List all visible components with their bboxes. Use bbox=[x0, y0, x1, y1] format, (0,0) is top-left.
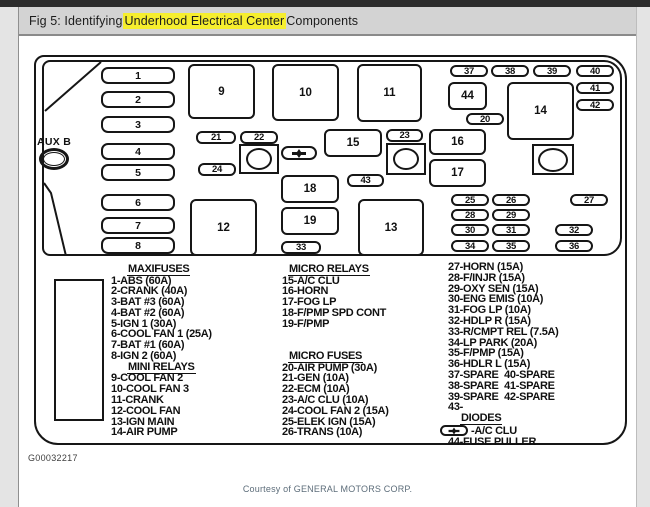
legend-item: 4-BAT #2 (60A) bbox=[111, 306, 185, 319]
legend-item: 10-COOL FAN 3 bbox=[111, 383, 189, 396]
relay-socket-hole bbox=[538, 148, 568, 172]
figure-code: G00032217 bbox=[28, 453, 78, 463]
legend-item: 1-ABS (60A) bbox=[111, 274, 172, 287]
legend-column-3 bbox=[448, 262, 618, 447]
fuse-slot-9: 9 bbox=[188, 64, 255, 119]
legend-item: 16-HORN bbox=[282, 285, 329, 298]
legend-item: 30-ENG EMIS (10A) bbox=[448, 293, 544, 306]
aux-b-label: AUX B bbox=[37, 136, 72, 148]
fuse-slot-21: 21 bbox=[196, 131, 236, 144]
legend-item: 11-CRANK bbox=[111, 393, 164, 406]
aux-b-terminal bbox=[39, 148, 69, 170]
legend-heading bbox=[282, 264, 442, 276]
legend-heading bbox=[111, 264, 271, 276]
legend-item: 3-BAT #3 (60A) bbox=[111, 296, 185, 309]
legend-item: 39-SPARE 42-SPARE bbox=[448, 390, 555, 403]
fuse-slot-15: 15 bbox=[324, 129, 382, 157]
diode-glyph-icon bbox=[447, 427, 461, 435]
legend-item: 6-COOL FAN 1 (25A) bbox=[111, 328, 212, 341]
legend-item-text: -A/C CLU bbox=[471, 424, 517, 437]
legend-item: 33-R/CMPT REL (7.5A) bbox=[448, 325, 559, 338]
legend-item: 19-F/PMP bbox=[282, 317, 330, 330]
caption-text-suffix: Components bbox=[286, 13, 359, 28]
fuse-slot-34: 34 bbox=[451, 240, 489, 252]
fuse-slot-10: 10 bbox=[272, 64, 339, 121]
legend-item: 7-BAT #1 (60A) bbox=[111, 339, 185, 352]
fuse-slot-17: 17 bbox=[429, 159, 486, 187]
fuse-slot-14: 14 bbox=[507, 82, 574, 140]
fuse-slot-37: 37 bbox=[450, 65, 488, 77]
legend-item: 14-AIR PUMP bbox=[111, 426, 178, 439]
legend-item: 31-FOG LP (10A) bbox=[448, 304, 531, 317]
relay-socket-hole bbox=[246, 148, 272, 170]
legend-item: 32-HDLP R (15A) bbox=[448, 314, 531, 327]
fuse-slot-41: 41 bbox=[576, 82, 614, 94]
legend-heading-text: MAXIFUSES bbox=[128, 263, 190, 275]
diode-symbol bbox=[281, 146, 317, 160]
legend-item: 44-FUSE PULLER bbox=[448, 435, 537, 448]
fuse-slot-6: 6 bbox=[101, 194, 175, 211]
legend-item: 21-GEN (10A) bbox=[282, 372, 349, 385]
caption-text-prefix: Fig 5: Identifying bbox=[29, 13, 123, 28]
legend-item: 36-HDLR L (15A) bbox=[448, 358, 531, 371]
legend-item: 5-IGN 1 (30A) bbox=[111, 317, 177, 330]
legend-item: 35-F/PMP (15A) bbox=[448, 347, 524, 360]
legend-item: 8-IGN 2 (60A) bbox=[111, 350, 177, 363]
relay-socket bbox=[532, 144, 574, 175]
fuse-slot-28: 28 bbox=[451, 209, 489, 221]
fuse-slot-42: 42 bbox=[576, 99, 614, 111]
legend-item: 22-ECM (10A) bbox=[282, 383, 350, 396]
fuse-slot-1: 1 bbox=[101, 67, 175, 84]
diode-glyph-icon bbox=[290, 149, 308, 158]
fuse-slot-40: 40 bbox=[576, 65, 614, 77]
legend-spacer bbox=[282, 329, 442, 340]
legend-diode-item bbox=[448, 425, 618, 437]
fuse-slot-19: 19 bbox=[281, 207, 339, 235]
aux-b-terminal-inner-ring bbox=[43, 152, 65, 166]
legend-heading-text: DIODES bbox=[461, 412, 502, 425]
fuse-slot-4: 4 bbox=[101, 143, 175, 160]
fuse-slot-39: 39 bbox=[533, 65, 571, 77]
fuse-slot-13: 13 bbox=[358, 199, 424, 256]
fuse-slot-2: 2 bbox=[101, 91, 175, 108]
legend-item: 34-LP PARK (20A) bbox=[448, 336, 537, 349]
diode-symbol bbox=[440, 425, 468, 436]
legend-column-2 bbox=[282, 264, 442, 438]
legend-blank-rectangle bbox=[54, 279, 104, 421]
legend-heading-text: MICRO RELAYS bbox=[289, 263, 369, 275]
figure-caption bbox=[19, 7, 636, 36]
fuse-slot-32: 32 bbox=[555, 224, 593, 236]
fuse-slot-11: 11 bbox=[357, 64, 422, 122]
fuse-slot-31: 31 bbox=[492, 224, 530, 236]
fuse-slot-43: 43 bbox=[347, 174, 384, 187]
fuse-slot-7: 7 bbox=[101, 217, 175, 234]
legend-heading bbox=[282, 351, 442, 363]
courtesy-note: Courtesy of GENERAL MOTORS CORP. bbox=[242, 484, 413, 494]
relay-socket bbox=[386, 143, 426, 175]
legend-column-1 bbox=[111, 264, 271, 438]
fuse-slot-8: 8 bbox=[101, 237, 175, 254]
legend-item: 15-A/C CLU bbox=[282, 274, 340, 287]
legend-item: 27-HORN (15A) bbox=[448, 261, 523, 273]
relay-socket bbox=[239, 144, 279, 174]
fuse-slot-29: 29 bbox=[492, 209, 530, 221]
relay-socket-hole bbox=[393, 148, 419, 170]
fuse-slot-22: 22 bbox=[240, 131, 278, 144]
legend-item: 18-F/PMP SPD CONT bbox=[282, 306, 387, 319]
legend-item: 9-COOL FAN 2 bbox=[111, 372, 183, 385]
fuse-slot-38: 38 bbox=[491, 65, 529, 77]
fuse-slot-44: 44 bbox=[448, 82, 487, 110]
fuse-slot-5: 5 bbox=[101, 164, 175, 181]
caption-highlight: Underhood Electrical Center bbox=[124, 13, 285, 28]
legend-heading bbox=[448, 413, 618, 425]
legend-item: 20-AIR PUMP (30A) bbox=[282, 361, 377, 374]
legend-heading-text: MINI RELAYS bbox=[128, 360, 195, 373]
fuse-slot-3: 3 bbox=[101, 116, 175, 133]
fuse-slot-16: 16 bbox=[429, 129, 486, 155]
legend-item: 17-FOG LP bbox=[282, 296, 337, 309]
fuse-slot-12: 12 bbox=[190, 199, 257, 256]
legend-item: 29-OXY SEN (15A) bbox=[448, 282, 539, 295]
fuse-slot-26: 26 bbox=[492, 194, 530, 206]
fuse-slot-36: 36 bbox=[555, 240, 593, 252]
fuse-slot-33: 33 bbox=[281, 241, 321, 254]
legend-item: 37-SPARE 40-SPARE bbox=[448, 368, 555, 381]
legend-item: 2-CRANK (40A) bbox=[111, 285, 188, 298]
document-page bbox=[18, 7, 637, 507]
legend-heading-text: MICRO FUSES bbox=[289, 350, 363, 363]
legend-item: 24-COOL FAN 2 (15A) bbox=[282, 404, 389, 417]
fuse-slot-20: 20 bbox=[466, 113, 504, 125]
top-bar bbox=[0, 0, 650, 7]
fuse-slot-24: 24 bbox=[198, 163, 236, 176]
fuse-slot-23: 23 bbox=[386, 129, 423, 142]
fuse-slot-27: 27 bbox=[570, 194, 608, 206]
fuse-slot-18: 18 bbox=[281, 175, 339, 203]
legend-item: 28-F/INJR (15A) bbox=[448, 271, 525, 284]
legend-item: 12-COOL FAN bbox=[111, 404, 181, 417]
legend-item: 13-IGN MAIN bbox=[111, 415, 175, 428]
fuse-slot-30: 30 bbox=[451, 224, 489, 236]
legend-item: 23-A/C CLU (10A) bbox=[282, 393, 369, 406]
legend-item: 26-TRANS (10A) bbox=[282, 426, 363, 439]
fuse-slot-35: 35 bbox=[492, 240, 530, 252]
fuse-slot-25: 25 bbox=[451, 194, 489, 206]
legend-item: 43- bbox=[448, 401, 463, 414]
legend-item: 38-SPARE 41-SPARE bbox=[448, 379, 555, 392]
legend-item: 25-ELEK IGN (15A) bbox=[282, 415, 376, 428]
